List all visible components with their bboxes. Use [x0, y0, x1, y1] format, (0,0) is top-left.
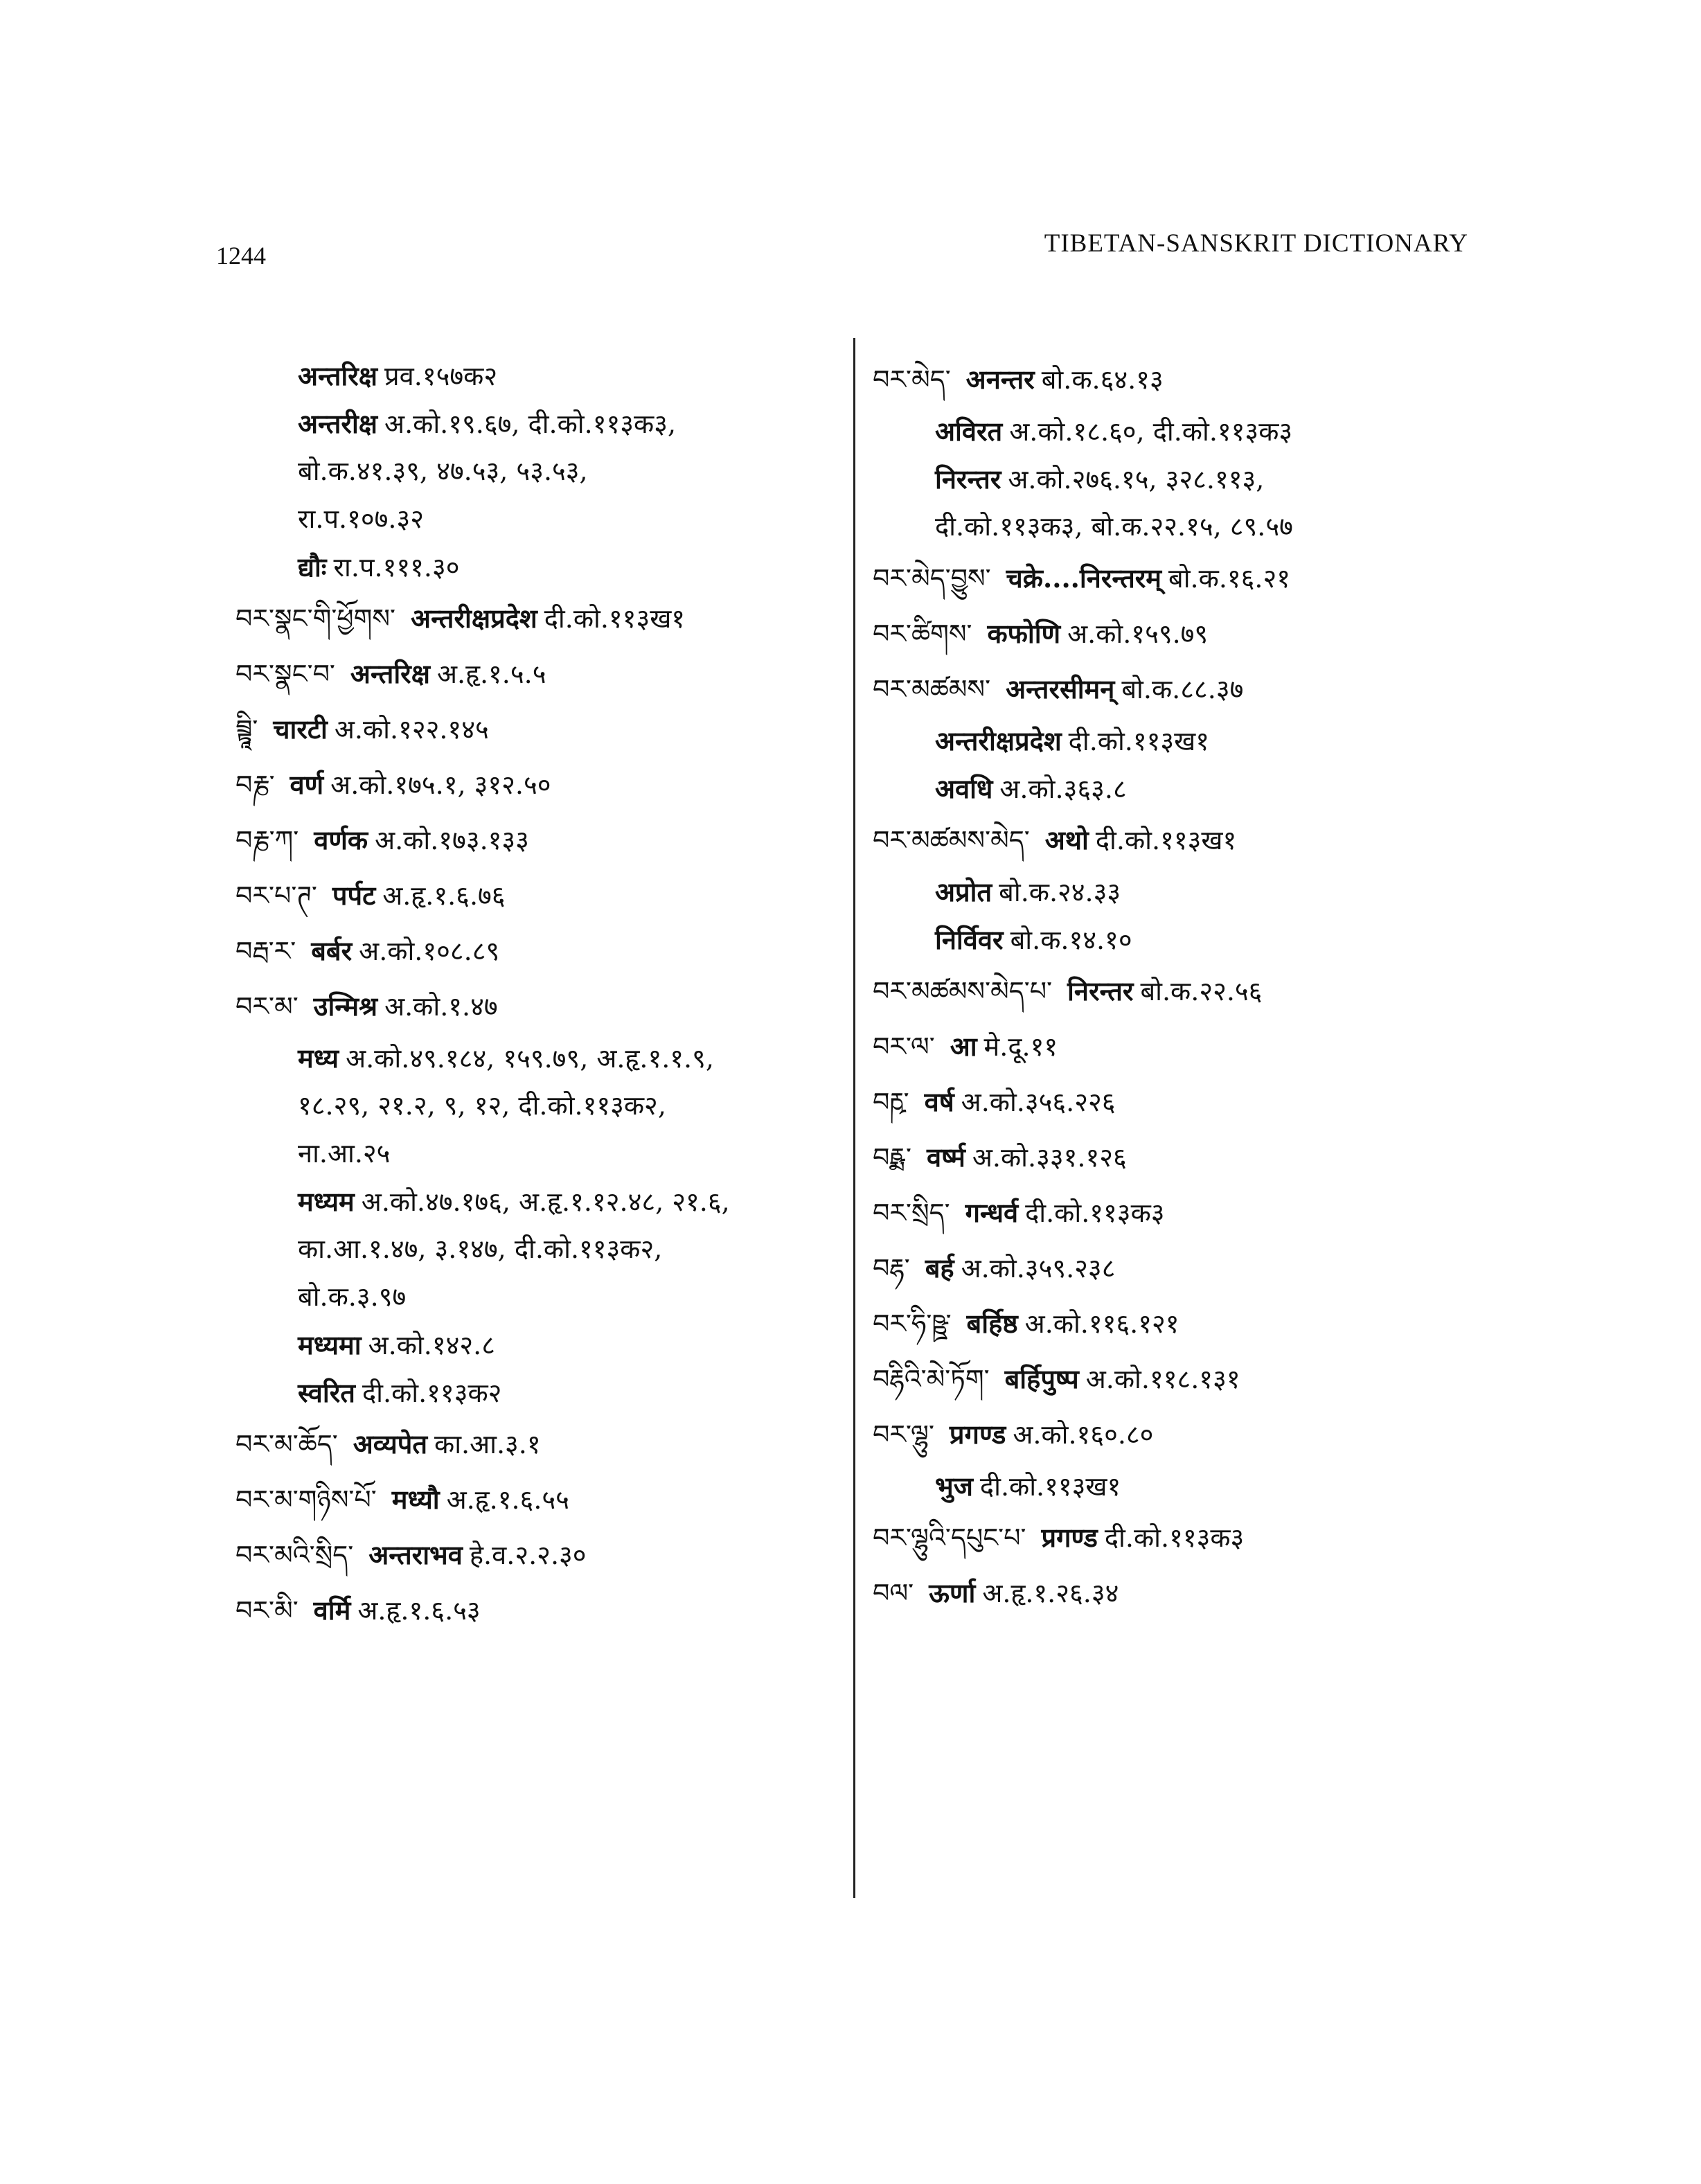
dictionary-entry	[235, 813, 838, 868]
sanskrit-term: मध्यौ	[391, 1484, 440, 1515]
dictionary-entry	[873, 964, 1482, 1019]
source-reference: अ.को.११६.१२१	[1024, 1308, 1179, 1339]
tibetan-headword: བརྷ་	[873, 1253, 910, 1284]
sanskrit-term: अन्तरीक्षप्रदेश	[411, 603, 537, 634]
sanskrit-term: निरन्तर	[935, 463, 1001, 495]
sanskrit-term: मध्य	[298, 1042, 339, 1074]
dictionary-entry	[873, 1510, 1482, 1565]
tibetan-headword: བརྷིའི་མེ་ཏོག་	[873, 1364, 990, 1394]
sanskrit-equivalent	[235, 1034, 838, 1082]
dictionary-entry	[235, 591, 838, 646]
source-reference: अ.को.४७.१७६, अ.हृ.१.१२.४८, २१.६,	[361, 1187, 730, 1217]
sanskrit-term: गन्धर्व	[965, 1197, 1019, 1228]
sanskrit-term: मध्यम	[298, 1186, 355, 1217]
source-reference: अ.को.३६३.८	[999, 774, 1127, 804]
sanskrit-term: अव्यपेत	[353, 1428, 428, 1459]
dictionary-entry	[235, 979, 838, 1034]
source-reference: अ.को.१४२.८	[368, 1330, 495, 1360]
source-reference: ना.आ.२५	[298, 1138, 391, 1169]
sanskrit-term: स्वरित	[298, 1377, 355, 1408]
source-reference: बो.क.२२.५६	[1140, 976, 1263, 1006]
sanskrit-term: अवधि	[935, 773, 993, 804]
tibetan-headword: བརྵྨ་	[873, 1142, 912, 1173]
dictionary-entry	[873, 551, 1482, 606]
dictionary-entry	[235, 1527, 838, 1583]
tibetan-headword: བར་ལྷུ་	[873, 1419, 934, 1450]
source-reference: अ.को.१०८.८९	[359, 936, 500, 966]
tibetan-headword: བར་ལྷུའི་དཔུང་པ་	[873, 1522, 1026, 1553]
sanskrit-term: आ	[950, 1031, 977, 1062]
source-reference: दी.को.११३क३	[1104, 1522, 1245, 1553]
source-reference: रा.प.१११.३०	[333, 552, 460, 583]
running-head: TIBETAN-SANSKRIT DICTIONARY	[1044, 229, 1468, 258]
sanskrit-equivalent	[873, 765, 1482, 813]
source-reference: दी.को.११३क३, बो.क.२२.१५, ८९.५७	[935, 511, 1293, 542]
tibetan-headword: བར་མེད་	[873, 364, 951, 395]
tibetan-headword: བར་སྣང་བ་	[235, 659, 335, 689]
tibetan-headword: བྲྟཱི་	[235, 714, 258, 745]
sanskrit-term: मध्यमा	[298, 1329, 362, 1360]
source-reference: अ.को.३५९.२३८	[961, 1253, 1116, 1284]
sanskrit-term: अप्रोत	[935, 876, 992, 907]
source-reference: अ.को.१८.६०, दी.को.११३क३	[1009, 416, 1293, 447]
dictionary-entry	[873, 662, 1482, 717]
sanskrit-term: कफोणि	[987, 618, 1061, 649]
source-reference: हे.व.२.२.३०	[469, 1540, 587, 1570]
sanskrit-term: बर्हिपुष्प	[1004, 1363, 1079, 1394]
dictionary-entry	[235, 1417, 838, 1472]
source-reference: अ.को.१९.६७, दी.को.११३क३,	[384, 409, 677, 439]
dictionary-entry	[873, 1296, 1482, 1351]
source-reference: बो.क.२४.३३	[999, 877, 1121, 907]
sanskrit-equivalent	[873, 717, 1482, 765]
sanskrit-equivalent	[235, 1369, 838, 1417]
source-reference: अ.को.२७६.१५, ३२८.११३,	[1008, 464, 1265, 495]
dictionary-entry	[235, 702, 838, 757]
sanskrit-term: अन्तरीक्ष	[298, 408, 378, 439]
page-number: 1244	[216, 242, 266, 269]
reference-continuation	[235, 1130, 838, 1178]
sanskrit-term: अथो	[1044, 824, 1089, 855]
sanskrit-term: भुज	[935, 1471, 973, 1502]
source-reference: १८.२९, २१.२, ९, १२, दी.को.११३क२,	[298, 1090, 666, 1121]
sanskrit-equivalent	[235, 1178, 838, 1225]
sanskrit-equivalent	[873, 1462, 1482, 1510]
sanskrit-equivalent	[235, 400, 838, 447]
sanskrit-equivalent	[235, 1321, 838, 1369]
dictionary-entry	[235, 1583, 838, 1638]
sanskrit-term: ऊर्णा	[929, 1577, 976, 1608]
source-reference: बो.क.१६.२१	[1168, 563, 1291, 594]
sanskrit-term: बर्हिष्ठ	[966, 1308, 1018, 1339]
source-reference: का.आ.१.४७, ३.१४७, दी.को.११३क२,	[298, 1234, 663, 1264]
source-reference: मे.दू.११	[983, 1031, 1058, 1062]
tibetan-headword: བར་ཧི་ཥྛ་	[873, 1308, 952, 1339]
dictionary-entry	[873, 1565, 1482, 1621]
tibetan-headword: བར་མཚམས་མེད་པ་	[873, 976, 1053, 1006]
dictionary-entry	[235, 1472, 838, 1527]
tibetan-headword: བར་སྣང་གི་ཕྱོགས་	[235, 603, 396, 634]
source-reference: अ.को.१.४७	[384, 991, 498, 1022]
dictionary-entry	[235, 868, 838, 923]
source-reference: अ.को.१७५.१, ३१२.५०	[330, 770, 551, 800]
source-reference: अ.हृ.१.६.५५	[446, 1484, 569, 1515]
sanskrit-term: वर्मि	[313, 1595, 351, 1626]
source-reference: अ.हृ.१.६.७६	[382, 880, 506, 911]
sanskrit-term: अविरत	[935, 416, 1003, 447]
sanskrit-term: पर्पट	[332, 880, 376, 911]
sanskrit-term: उन्मिश्र	[313, 991, 378, 1022]
sanskrit-term: द्यौः	[298, 551, 327, 583]
source-reference: दी.को.११३क३	[1025, 1198, 1165, 1228]
source-reference: दी.को.११३ख१	[979, 1471, 1121, 1502]
tibetan-headword: བར་མཚམས་མེད་	[873, 825, 1030, 855]
sanskrit-equivalent	[873, 407, 1482, 455]
sanskrit-term: अन्तरीक्षप्रदेश	[935, 725, 1062, 756]
sanskrit-term: वर्ष्म	[927, 1142, 965, 1173]
sanskrit-term: चारटी	[273, 713, 328, 745]
dictionary-entry	[873, 813, 1482, 868]
sanskrit-term: वर्ण	[290, 769, 324, 800]
source-reference: अ.हृ.१.२६.३४	[982, 1578, 1119, 1608]
dictionary-entry	[873, 1407, 1482, 1462]
sanskrit-term: चक्रे....निरन्तरम्	[1006, 562, 1162, 594]
source-reference: बो.क.६४.१३	[1041, 364, 1164, 395]
source-reference: दी.को.११३ख१	[1068, 726, 1210, 756]
source-reference: रा.प.१०७.३२	[298, 504, 425, 534]
source-reference: बो.क.३.९७	[298, 1281, 407, 1312]
source-reference: अ.को.१७३.१३३	[375, 825, 529, 855]
source-reference: दी.को.११३ख१	[1095, 825, 1237, 855]
tibetan-headword: བརྞ་	[235, 770, 275, 800]
dictionary-entry	[873, 1185, 1482, 1241]
tibetan-headword: བལ་	[873, 1578, 914, 1608]
source-reference: बो.क.४१.३९, ४७.५३, ५३.५३,	[298, 456, 588, 486]
tibetan-headword: བར་མི་	[235, 1595, 299, 1626]
dictionary-entry	[235, 646, 838, 702]
dictionary-entry	[873, 606, 1482, 662]
tibetan-headword: བར་མའི་སྲིད་	[235, 1540, 354, 1570]
dictionary-entry	[873, 1130, 1482, 1185]
dictionary-entry	[873, 352, 1482, 407]
dictionary-entry	[873, 1019, 1482, 1074]
left-column	[235, 352, 838, 1638]
reference-continuation	[235, 495, 838, 543]
source-reference: बो.क.८८.३७	[1121, 674, 1244, 704]
dictionary-entry	[235, 923, 838, 979]
sanskrit-term: अन्तरिक्ष	[298, 360, 378, 391]
dictionary-entry	[235, 757, 838, 813]
sanskrit-term: वर्णक	[314, 824, 368, 855]
sanskrit-equivalent	[235, 543, 838, 591]
sanskrit-term: वर्ष	[924, 1086, 954, 1117]
tibetan-headword: བར་མཚམས་	[873, 674, 991, 704]
source-reference: अ.को.३३१.१२६	[972, 1142, 1127, 1173]
reference-continuation	[235, 1273, 838, 1321]
tibetan-headword: བརྞ་ཀ་	[235, 825, 299, 855]
sanskrit-equivalent	[873, 916, 1482, 964]
source-reference: अ.को.४९.१८४, १५९.७९, अ.हृ.१.१.९,	[346, 1043, 714, 1074]
source-reference: अ.को.१६०.८०	[1013, 1419, 1154, 1450]
tibetan-headword: བར་ལ་	[873, 1031, 935, 1062]
tibetan-headword: བར་མ་	[235, 991, 299, 1022]
sanskrit-equivalent	[873, 455, 1482, 503]
sanskrit-equivalent	[873, 868, 1482, 916]
right-column	[873, 352, 1482, 1621]
sanskrit-term: अन्तरिक्ष	[350, 658, 430, 689]
source-reference: अ.हृ.१.५.५	[436, 659, 546, 689]
tibetan-headword: བར་སྲིད་	[873, 1198, 950, 1228]
sanskrit-term: अन्तराभव	[368, 1539, 463, 1570]
dictionary-entry	[873, 1241, 1482, 1296]
source-reference: दी.को.११३ख१	[544, 603, 686, 634]
source-reference: बो.क.१४.१०	[1010, 925, 1132, 955]
sanskrit-term: बर्बर	[311, 935, 353, 966]
source-reference: प्रव.१५७क२	[384, 361, 498, 391]
sanskrit-term: अनन्तर	[965, 364, 1035, 395]
tibetan-headword: བརྦ་ར་	[235, 936, 296, 966]
sanskrit-term: अन्तरसीमन्	[1006, 673, 1115, 704]
reference-continuation	[235, 1082, 838, 1130]
tibetan-headword: བརྵ་	[873, 1087, 909, 1117]
sanskrit-term: प्रगण्ड	[949, 1419, 1006, 1450]
column-rule	[853, 338, 855, 1898]
reference-continuation	[235, 1225, 838, 1273]
tibetan-headword: བར་མ་ཆོད་	[235, 1429, 338, 1459]
source-reference: अ.को.११८.१३१	[1085, 1364, 1240, 1394]
dictionary-entry	[873, 1074, 1482, 1130]
source-reference: अ.को.१२२.१४५	[334, 714, 489, 745]
source-reference: दी.को.११३क२	[362, 1378, 502, 1408]
source-reference: अ.को.१५९.७९	[1067, 619, 1209, 649]
sanskrit-term: प्रगण्ड	[1041, 1522, 1098, 1553]
tibetan-headword: བར་མེད་བྱུས་	[873, 563, 991, 594]
source-reference: अ.को.३५६.२२६	[961, 1087, 1116, 1117]
source-reference: का.आ.३.१	[434, 1429, 541, 1459]
tibetan-headword: བར་ཚིགས་	[873, 619, 972, 649]
source-reference: अ.हृ.१.६.५३	[357, 1595, 481, 1626]
sanskrit-term: बर्ह	[925, 1252, 954, 1284]
sanskrit-term: निरन्तर	[1067, 975, 1134, 1006]
sanskrit-term: निर्विवर	[935, 924, 1004, 955]
reference-continuation	[873, 503, 1482, 551]
sanskrit-equivalent	[235, 352, 838, 400]
tibetan-headword: བར་མ་གཉིས་པོ་	[235, 1484, 377, 1515]
reference-continuation	[235, 447, 838, 495]
tibetan-headword: བར་པ་ཊ་	[235, 880, 317, 911]
dictionary-entry	[873, 1351, 1482, 1407]
